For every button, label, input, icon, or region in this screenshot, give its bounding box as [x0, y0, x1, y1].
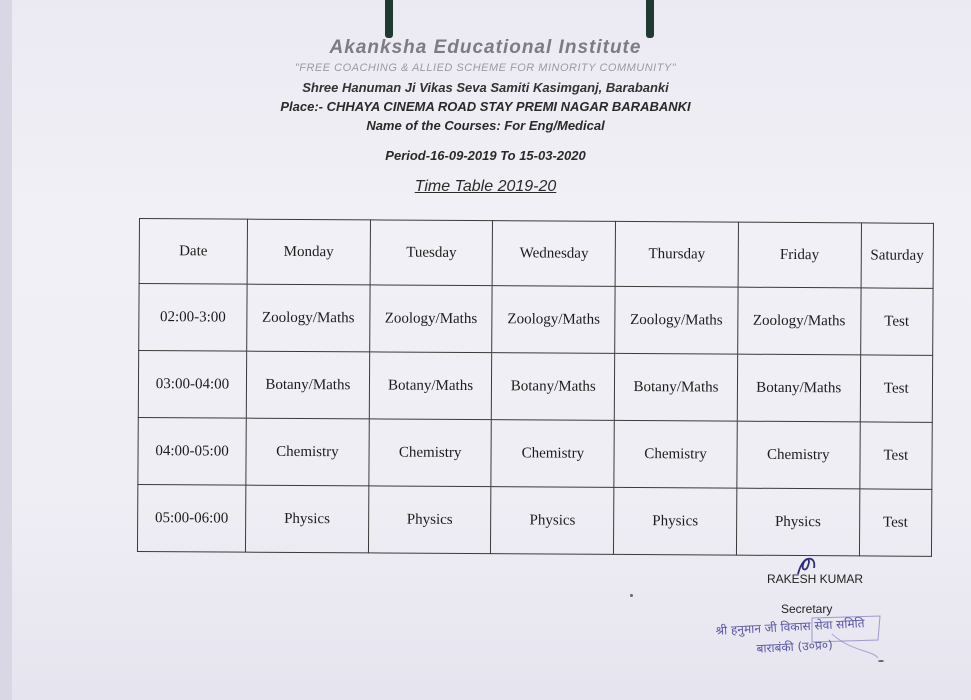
table-cell: Test	[860, 288, 933, 355]
header-cell-saturday: Saturday	[861, 223, 934, 288]
timetable-header	[139, 219, 933, 289]
header-cell-date: Date	[139, 219, 247, 285]
stamp-line-1: श्री हनुमान जी विकास सेवा समिति	[715, 616, 865, 638]
period-line: Period-16-09-2019 To 15-03-2020	[385, 148, 586, 163]
table-cell: Chemistry	[246, 418, 369, 486]
header-cell-friday: Friday	[738, 222, 861, 288]
signatory-title: Secretary	[781, 602, 833, 616]
header-cell-tuesday: Tuesday	[370, 220, 493, 286]
table-cell: Botany/Maths	[737, 354, 860, 422]
stamp-text	[715, 613, 866, 661]
table-cell: Chemistry	[614, 420, 737, 488]
ink-speck	[878, 660, 884, 662]
binder-clip-left	[385, 0, 393, 38]
table-cell: Chemistry	[491, 420, 614, 488]
header-cell-monday: Monday	[247, 219, 370, 285]
timetable-title: Time Table 2019-20	[414, 178, 557, 195]
table-cell: Botany/Maths	[492, 353, 615, 421]
header-row	[139, 219, 933, 289]
table-cell: Zoology/Maths	[615, 286, 738, 354]
table-cell: Physics	[368, 486, 491, 554]
trust-name: Shree Hanuman Ji Vikas Seva Samiti Kasimganj, Barabanki	[302, 80, 669, 95]
timetable	[137, 218, 934, 557]
table-cell: Zoology/Maths	[492, 286, 615, 354]
table-cell: Physics	[614, 487, 737, 555]
time-cell: 02:00-3:00	[139, 284, 247, 352]
table-cell: Test	[859, 422, 932, 489]
institute-name: Akanksha Educational Institute	[329, 37, 642, 58]
signatory-name: RAKESH KUMAR	[767, 572, 864, 586]
courses-line: Name of the Courses: For Eng/Medical	[366, 118, 605, 133]
table-cell: Physics	[245, 485, 368, 553]
header-cell-thursday: Thursday	[615, 221, 738, 287]
stamp-line-2: बाराबंकी (उ०प्र०)	[756, 637, 834, 656]
table-cell: Botany/Maths	[614, 353, 737, 421]
header-cell-wednesday: Wednesday	[493, 221, 616, 287]
table-row	[138, 351, 932, 423]
binder-clip-right	[646, 0, 654, 38]
table-cell: Chemistry	[369, 419, 492, 487]
table-cell: Test	[860, 355, 933, 422]
time-cell: 04:00-05:00	[138, 417, 246, 485]
table-cell: Zoology/Maths	[247, 284, 370, 352]
time-cell: 05:00-06:00	[137, 484, 245, 552]
table-row	[137, 484, 931, 556]
table-row	[138, 417, 932, 489]
ink-speck	[630, 594, 633, 597]
place-line: Place:- CHHAYA CINEMA ROAD STAY PREMI NAGAR BARABANKI	[280, 99, 691, 114]
table-cell: Test	[859, 489, 932, 556]
table-cell: Physics	[491, 487, 614, 555]
time-cell: 03:00-04:00	[138, 351, 246, 419]
table-cell: Botany/Maths	[246, 351, 369, 419]
table-cell: Zoology/Maths	[738, 287, 861, 355]
table-cell: Physics	[736, 488, 859, 556]
table-cell: Zoology/Maths	[369, 285, 492, 353]
table-row	[139, 284, 933, 356]
table-cell: Botany/Maths	[369, 352, 492, 420]
table-cell: Chemistry	[737, 421, 860, 489]
scheme-tagline: "FREE COACHING & ALLIED SCHEME FOR MINORITY COMMUNITY"	[294, 62, 677, 74]
